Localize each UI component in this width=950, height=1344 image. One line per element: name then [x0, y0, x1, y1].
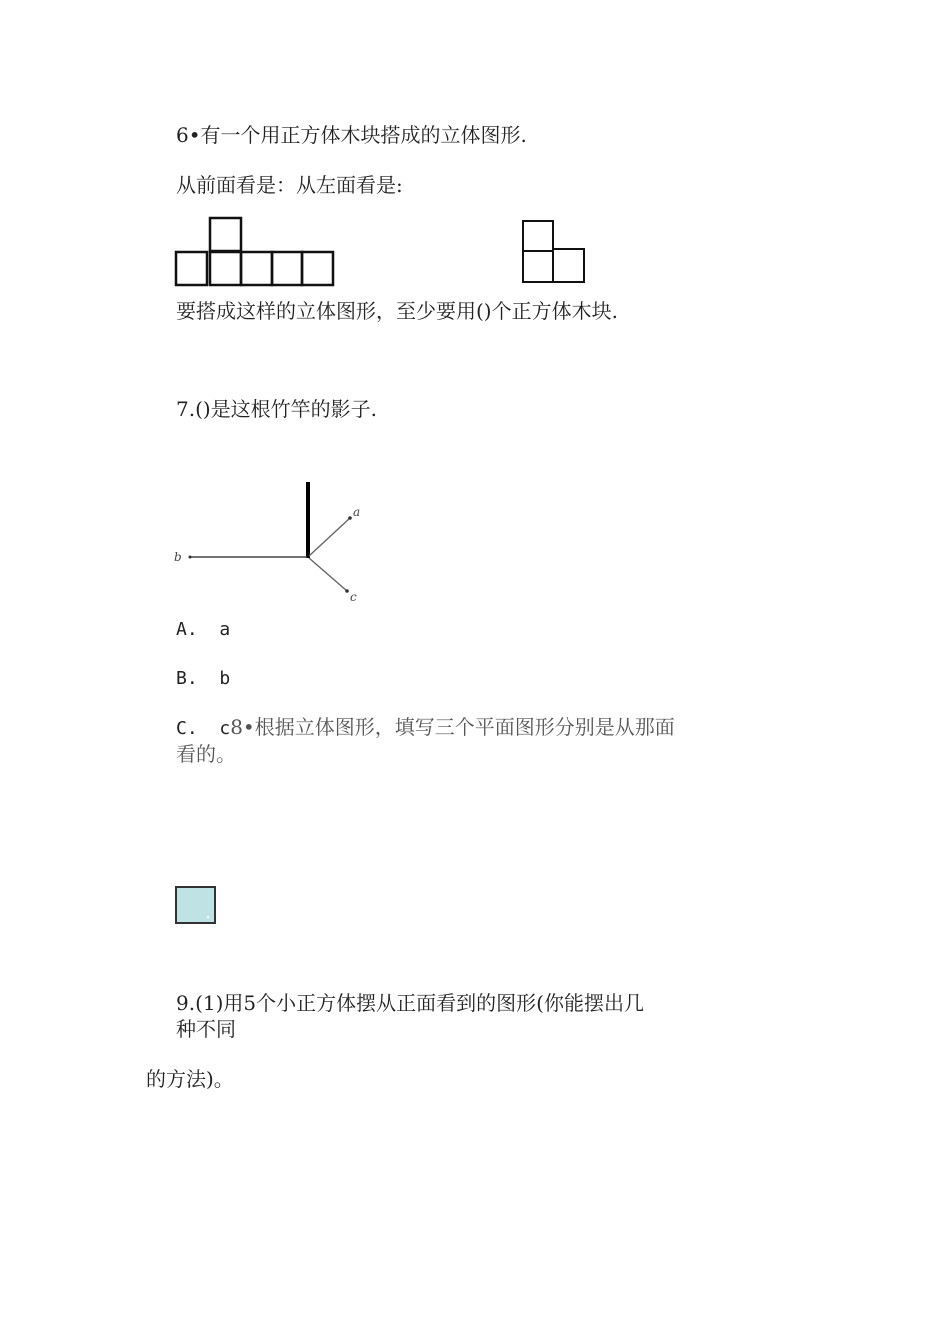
left-view-top-square [523, 221, 553, 251]
front-view-square [272, 252, 302, 285]
shadow-c [309, 558, 347, 591]
shadow-a [309, 518, 350, 556]
option-c: C. c [176, 718, 231, 739]
shadow-label-a: a [353, 505, 361, 519]
bamboo-shadow-figure [170, 478, 370, 608]
left-view-square [553, 249, 584, 282]
front-view-square [210, 252, 241, 285]
shadow-label-b: b [174, 550, 182, 564]
q7-title: 7.()是这根竹竿的影子. [176, 397, 378, 421]
q8-square-figure [175, 886, 217, 926]
q9-line2: 种不同 [176, 1017, 236, 1041]
front-view-figure [174, 217, 336, 289]
left-view-square [523, 251, 553, 282]
front-view-square [302, 252, 333, 285]
q9-line1: 9.(1)用5个小正方体摆从正面看到的图形(你能摆出几 [176, 991, 644, 1015]
option-a: A. a [176, 619, 231, 640]
front-view-square [241, 252, 272, 285]
left-view-figure [521, 219, 587, 285]
bamboo-pole [306, 482, 310, 558]
shadow-label-c: c [350, 590, 357, 604]
front-view-square [176, 252, 207, 285]
q8-square [176, 887, 215, 923]
q8-line1: 8•根据立体图形，填写三个平面图形分别是从那面 [230, 715, 675, 739]
option-c-and-q8 [176, 714, 675, 742]
option-b: B. b [176, 668, 231, 689]
front-view-top-square [210, 218, 241, 251]
q6-views-label: 从前面看是：从左面看是: [176, 173, 403, 197]
q8-line2: 看的。 [176, 742, 236, 766]
q9-line3: 的方法)。 [146, 1067, 234, 1091]
q6-question: 要搭成这样的立体图形，至少要用()个正方体木块. [176, 299, 618, 323]
q6-title: 6•有一个用正方体木块搭成的立体图形. [176, 123, 527, 147]
